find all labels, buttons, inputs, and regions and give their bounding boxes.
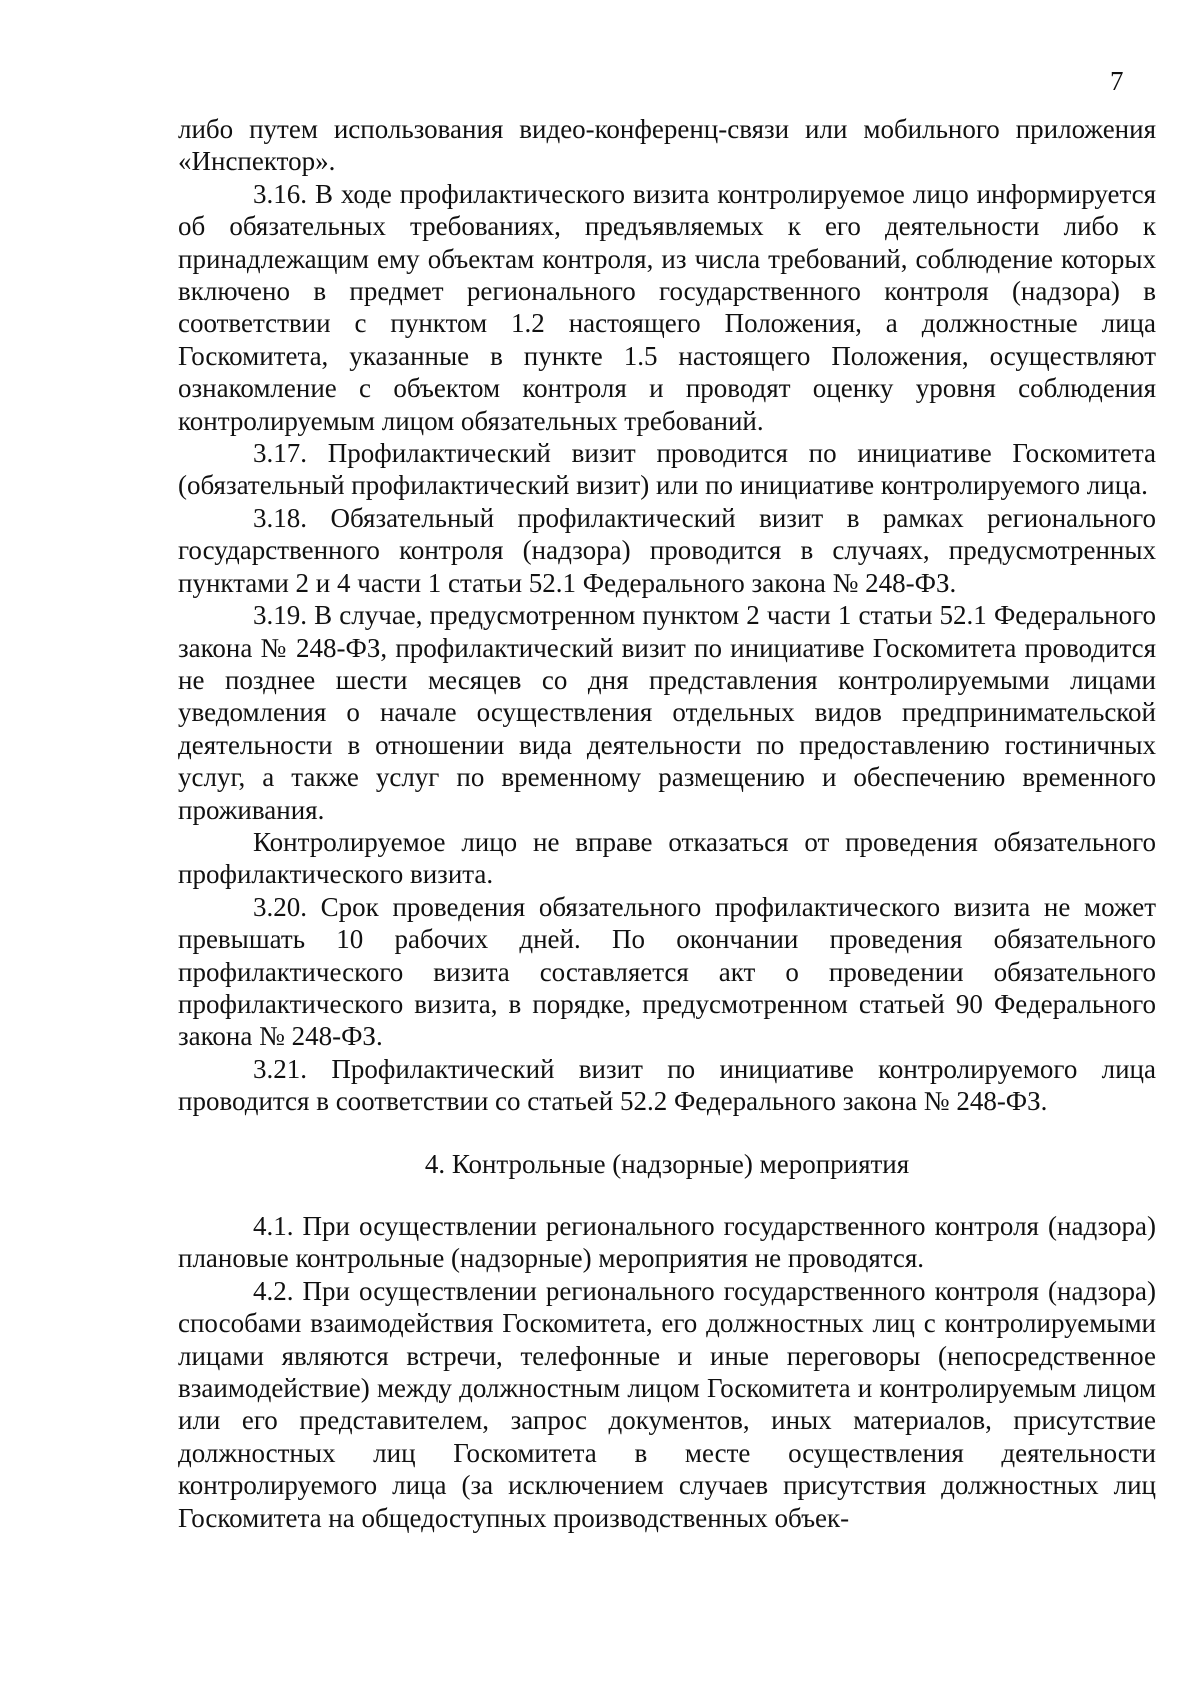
paragraph-continuation: либо путем использования видео-конференц-связи или мобильного приложения «Инспектор».: [178, 114, 1156, 177]
paragraph-3-16: 3.16. В ходе профилактического визита контролируемое лицо информируется об обязательных требованиях, предъявляемых к его деятельности либо к принадлежащим ему объектам контроля, из числа требований, соблюдение которых включено в предмет регионального государственного контроля (надзора) в соответствии с пунктом 1.2 настоящего Положения, а должностные лица Госкомитета, указанные в пункте 1.5 настоящего Положения, осуществляют ознакомление с объектом контроля и проводят оценку уровня соблюдения контролируемым лицом обязательных требований.: [178, 178, 1156, 436]
paragraph-3-18: 3.18. Обязательный профилактический визит в рамках регионального государственного контроля (надзора) проводится в случаях, предусмотренных пунктами 2 и 4 части 1 статьи 52.1 Федерального закона № 248-ФЗ.: [178, 502, 1156, 598]
paragraph-4-2: 4.2. При осуществлении регионального государственного контроля (надзора) способами взаимодействия Госкомитета, его должностных лиц с контролируемыми лицами являются встречи, телефонные и иные переговоры (непосредственное взаимодействие) между должностным лицом Госкомитета и контролируемым лицом или его представителем, запрос документов, иных материалов, присутствие должностных лиц Госкомитета в месте осуществления деятельности контролируемого лица (за исключением случаев присутствия должностных лиц Госкомитета на общедоступных производственных объек-: [178, 1275, 1156, 1533]
section-heading-4: 4. Контрольные (надзорные) мероприятия: [424, 1148, 910, 1179]
document-body: [178, 113, 1156, 1534]
paragraph-3-21: 3.21. Профилактический визит по инициативе контролируемого лица проводится в соответствии со статьей 52.2 Федерального закона № 248-ФЗ.: [178, 1053, 1156, 1117]
paragraph-4-1: 4.1. При осуществлении регионального государственного контроля (надзора) плановые контрольные (надзорные) мероприятия не проводятся.: [178, 1211, 1156, 1274]
paragraph-3-20: 3.20. Срок проведения обязательного профилактического визита не может превышать 10 рабочих дней. По окончании проведения обязательного профилактического визита составляется акт о проведении обязательного профилактического визита, в порядке, предусмотренном статьей 90 Федерального закона № 248-ФЗ.: [178, 891, 1156, 1052]
page-number: 7: [1110, 66, 1124, 96]
paragraph-3-19: 3.19. В случае, предусмотренном пунктом 2 части 1 статьи 52.1 Федерального закона № 248-ФЗ, профилактический визит по инициативе Госкомитета проводится не позднее шести месяцев со дня представления контролируемыми лицами уведомления о начале осуществления отдельных видов предпринимательской деятельности в отношении вида деятельности по предоставлению гостиничных услуг, а также услуг по временному размещению и обеспечению временного проживания.: [178, 600, 1156, 825]
paragraph-3-19-note: Контролируемое лицо не вправе отказаться от проведения обязательного профилактического визита.: [178, 826, 1156, 890]
paragraph-3-17: 3.17. Профилактический визит проводится по инициативе Госкомитета (обязательный профилактический визит) или по инициативе контролируемого лица.: [178, 438, 1156, 501]
